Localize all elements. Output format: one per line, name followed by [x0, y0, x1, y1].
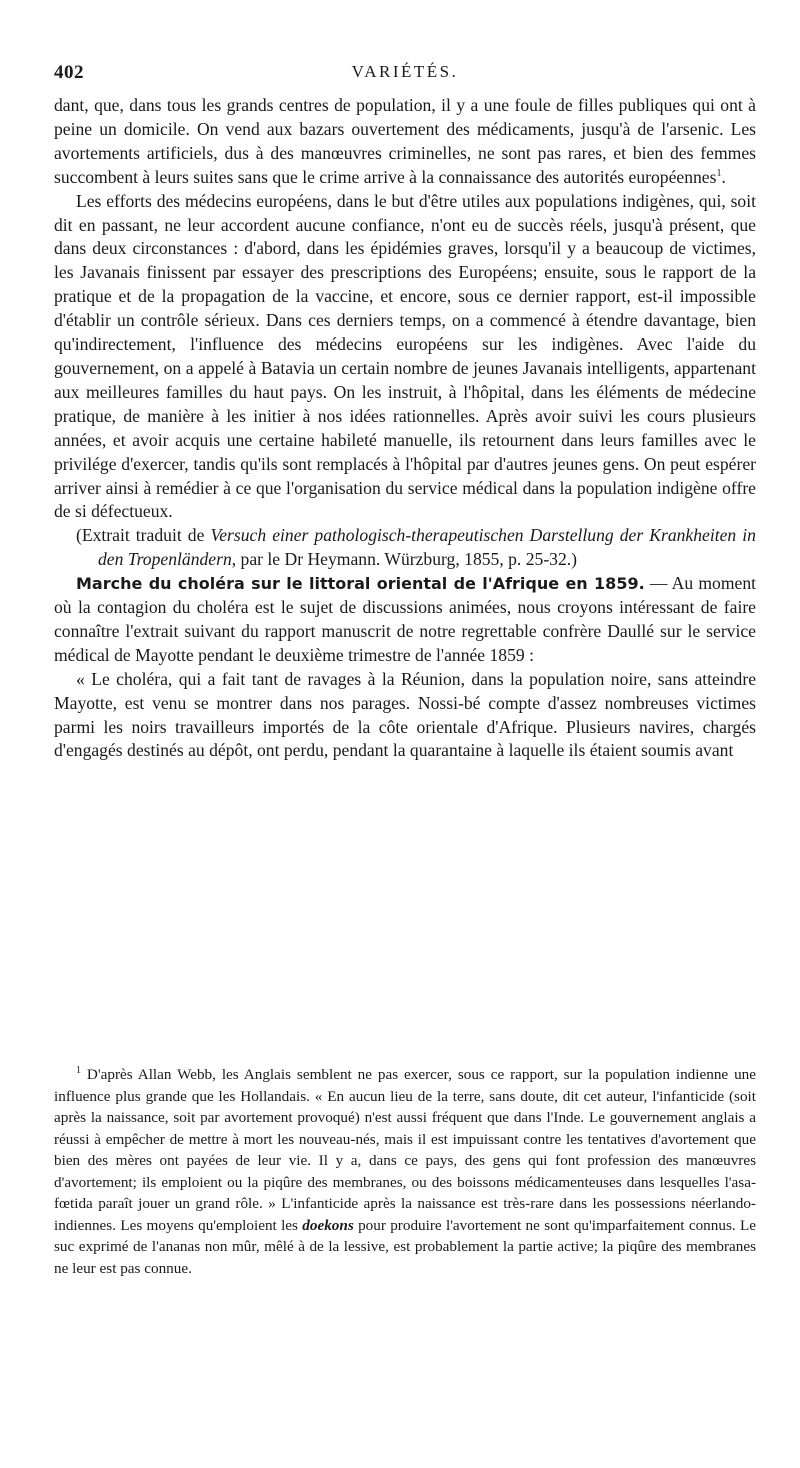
citation: [54, 524, 756, 572]
footnote-marker: 1: [76, 1064, 81, 1076]
citation-title: Versuch einer pathologisch-therapeutischen Darstellung der Krankheiten in den Tropenländern: [98, 525, 756, 570]
footnote-text-a: D'après Allan Webb, les Anglais semblent ne pas exercer, sous ce rapport, sur la population indienne une influence plus grande que les Hollandais. « En aucun lieu de la terre, sans doute, dit cet auteur, l'infanticide (soit après la naissance, soit par avortement provoqué) n'est aussi fréquent que dans l'Inde. Le gouvernement anglais a réussi à empêcher de mettre à mort les nouveau-nés, mais il est impuissant contre les tentatives d'avortement que bien des mères ont payées de leur vie. Il y a, dans ce pays, des gens qui font profession des manœuvres d'avortement; ils emploient ou la piqûre des membranes, ou des boissons médicamenteuses dans lesquelles l'asa-fœtida paraît jouer un grand rôle. » L'infanticide après la naissance est très-rare dans les possessions néerlando-indiennes. Les moyens qu'emploient les: [54, 1066, 756, 1234]
paragraph-1-text: dant, que, dans tous les grands centres de population, il y a une foule de filles publiques qui ont à peine un domicile. On vend aux bazars ouvertement des médicaments, jusqu'à de l'arsenic. Les avortements artificiels, dus à des manœuvres criminelles, ne sont pas rares, et bien des femmes succombent à leurs suites sans que le crime arrive à la connaissance des autorités européennes: [54, 95, 756, 187]
citation-prefix: (Extrait traduit de: [76, 525, 205, 546]
footnote-text-b: pour produire l'avortement ne sont qu'imparfaitement connus. Le suc exprimé de l'ananas non mûr, mêlé à de la lessive, est probablement la partie active; la piqûre des membranes ne leur est pas connue.: [54, 1216, 756, 1277]
section-heading: Marche du choléra sur le littoral oriental de l'Afrique en 1859.: [76, 574, 645, 594]
paragraph-2: Les efforts des médecins européens, dans le but d'être utiles aux populations indigènes, qui, soit dit en passant, ne leur accordent aucune confiance, n'ont eu de succès réels, jusqu'à présent, que dans deux circonstances : d'abord, dans les épidémies graves, lorsqu'il y a beaucoup de victimes, les Javanais finissent par essayer des prescriptions des Européens; ensuite, sous le rapport de la pratique et de la propagation de la vaccine, et encore, sous ce dernier rapport, est-il impossible d'établir un contrôle sérieux. Dans ces derniers temps, on a commencé à étendre davantage, bien qu'indirectement, l'influence des médecins européens sur les indigènes. Avec l'aide du gouvernement, on a appelé à Batavia un certain nombre de jeunes Javanais intelligents, appartenant aux meilleures familles du haut pays. On les instruit, à l'hôpital, dans les éléments de médecine pratique, de manière à les initier à nos idées rationnelles. Après avoir suivi les cours plusieurs années, et avoir acquis une certaine habileté manuelle, ils retournent dans leurs familles avec le privilége d'exercer, tandis qu'ils sont remplacés à l'hôpital par d'autres jeunes gens. On peut espérer arriver ainsi à remédier à ce que l'organisation du service médical dans la population indigène offre de si défectueux.: [54, 190, 756, 522]
footnote-italic-term: doekons: [302, 1216, 354, 1234]
paragraph-4: « Le choléra, qui a fait tant de ravages à la Réunion, dans la population noire, sans atteindre Mayotte, est venu se montrer dans nos parages. Nossi-bé compte d'assez nombreuses victimes parmi les noirs travailleurs importés de la côte orientale d'Afrique. Plusieurs navires, chargés d'engagés destinés au dépôt, ont perdu, pendant la quarantaine à laquelle ils étaient soumis avant: [54, 668, 756, 761]
footnote: [54, 1064, 756, 1279]
section-title: VARIÉTÉS.: [351, 62, 459, 81]
footnote-ref[interactable]: 1: [716, 167, 722, 179]
running-head: [54, 62, 756, 88]
citation-suffix: , par le Dr Heymann. Würzburg, 1855, p. 25-32.): [231, 549, 578, 570]
paragraph-3: [54, 572, 756, 668]
paragraph-3-text: — Au moment où la contagion du choléra est le sujet de discussions animées, nous croyons intéressant de faire connaître l'extrait suivant du rapport manuscrit de notre regrettable confrère Daullé sur le service médical de Mayotte pendant le deuxième trimestre de l'année 1859 :: [54, 573, 757, 665]
page-number: 402: [54, 62, 84, 83]
paragraph-1: [54, 94, 756, 190]
paragraph-1-end: .: [721, 166, 726, 187]
footnote-paragraph: [54, 1064, 756, 1279]
body-text: [54, 94, 756, 763]
